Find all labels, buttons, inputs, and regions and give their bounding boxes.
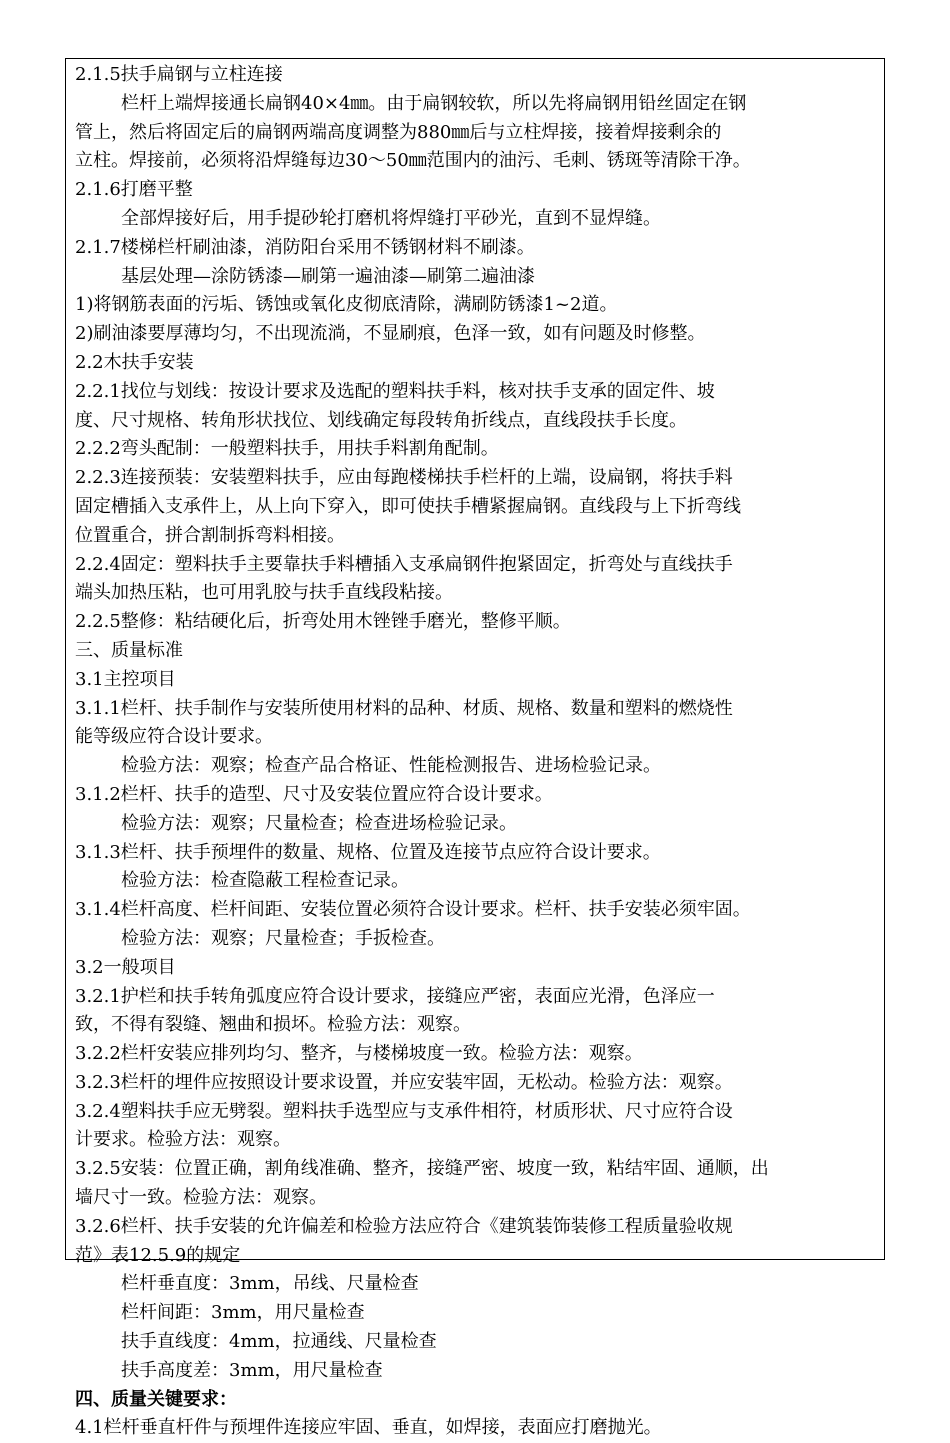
text-line: 基层处理—涂防锈漆—刷第一遍油漆—刷第二遍油漆 <box>121 265 535 287</box>
document-body <box>75 61 881 1443</box>
text-line: 计要求。检验方法：观察。 <box>75 1129 291 1151</box>
text-line: 2.2.3连接预装：安装塑料扶手，应由每跑楼梯扶手栏杆的上端，设扁钢，将扶手料 <box>75 467 733 489</box>
text-line: 3.1.3栏杆、扶手预埋件的数量、规格、位置及连接节点应符合设计要求。 <box>75 841 661 863</box>
text-line: 位置重合，拼合割制拆弯料相接。 <box>75 524 345 546</box>
text-line: 2.1.7楼梯栏杆刷油漆，消防阳台采用不锈钢材料不刷漆。 <box>75 236 535 258</box>
text-line: 扶手直线度：4mm，拉通线、尺量检查 <box>121 1331 437 1353</box>
text-line: 2.2木扶手安装 <box>75 351 194 373</box>
text-line: 3.2.1护栏和扶手转角弧度应符合设计要求，接缝应严密，表面应光滑，色泽应一 <box>75 985 715 1007</box>
text-line: 端头加热压粘，也可用乳胶与扶手直线段粘接。 <box>75 582 453 604</box>
text-line: 全部焊接好后，用手提砂轮打磨机将焊缝打平砂光，直到不显焊缝。 <box>121 207 661 229</box>
text-line: 检验方法：观察；检查产品合格证、性能检测报告、进场检验记录。 <box>121 755 661 777</box>
text-line: 2.2.4固定：塑料扶手主要靠扶手料槽插入支承扁钢件抱紧固定，折弯处与直线扶手 <box>75 553 733 575</box>
text-line: 2.2.5整修：粘结硬化后，折弯处用木锉锉手磨光，整修平顺。 <box>75 611 571 633</box>
text-line: 3.1.4栏杆高度、栏杆间距、安装位置必须符合设计要求。栏杆、扶手安装必须牢固。 <box>75 899 751 921</box>
text-line: 2.2.1找位与划线：按设计要求及选配的塑料扶手料，核对扶手支承的固定件、坡 <box>75 380 715 402</box>
text-line: 4.1栏杆垂直杆件与预埋件连接应牢固、垂直，如焊接，表面应打磨抛光。 <box>75 1417 662 1439</box>
text-line: 2.1.6打磨平整 <box>75 179 193 201</box>
text-line: 3.2一般项目 <box>75 956 176 978</box>
text-line: 三、质量标准 <box>75 639 183 661</box>
text-line: 致，不得有裂缝、翘曲和损坏。检验方法：观察。 <box>75 1014 471 1036</box>
text-line: 3.2.4塑料扶手应无劈裂。塑料扶手选型应与支承件相符，材质形状、尺寸应符合设 <box>75 1100 733 1122</box>
text-line: 2.1.5扶手扁钢与立柱连接 <box>75 64 283 85</box>
section-heading: 四、质量关键要求： <box>75 1388 237 1410</box>
text-line: 固定槽插入支承件上，从上向下穿入，即可使扶手槽紧握扁钢。直线段与上下折弯线 <box>75 495 741 517</box>
text-line: 检验方法：检查隐蔽工程检查记录。 <box>121 870 409 892</box>
text-line: 墙尺寸一致。检验方法：观察。 <box>75 1187 327 1209</box>
text-line: 扶手高度差：3mm，用尺量检查 <box>121 1359 383 1381</box>
text-line: 管上，然后将固定后的扁钢两端高度调整为880㎜后与立柱焊接，接着焊接剩余的 <box>75 121 722 143</box>
text-line: 3.2.5安装：位置正确，割角线准确、整齐，接缝严密、坡度一致，粘结牢固、通顺，出 <box>75 1158 769 1180</box>
text-line: 栏杆上端焊接通长扁钢40×4㎜。由于扁钢较软，所以先将扁钢用铅丝固定在钢 <box>121 92 747 114</box>
text-line: 栏杆垂直度：3mm，吊线、尺量检查 <box>121 1273 419 1295</box>
text-line: 检验方法：观察；尺量检查；检查进场检验记录。 <box>121 812 517 834</box>
text-line: 度、尺寸规格、转角形状找位、划线确定每段转角折线点，直线段扶手长度。 <box>75 409 687 431</box>
text-line: 检验方法：观察；尺量检查；手扳检查。 <box>121 927 445 949</box>
text-line: 3.2.6栏杆、扶手安装的允许偏差和检验方法应符合《建筑装饰装修工程质量验收规 <box>75 1215 733 1237</box>
text-line: 3.1.1栏杆、扶手制作与安装所使用材料的品种、材质、规格、数量和塑料的燃烧性 <box>75 697 733 719</box>
text-line: 2)刷油漆要厚薄均匀，不出现流淌，不显刷痕，色泽一致，如有问题及时修整。 <box>75 323 706 345</box>
text-line: 3.1.2栏杆、扶手的造型、尺寸及安装位置应符合设计要求。 <box>75 783 553 805</box>
text-line: 范》表12.5.9的规定 <box>75 1244 241 1266</box>
text-line: 能等级应符合设计要求。 <box>75 726 273 748</box>
text-line: 1)将钢筋表面的污垢、锈蚀或氧化皮彻底清除，满刷防锈漆1~2道。 <box>75 294 618 316</box>
text-line: 栏杆间距：3mm，用尺量检查 <box>121 1302 365 1324</box>
text-line: 3.2.3栏杆的埋件应按照设计要求设置，并应安装牢固，无松动。检验方法：观察。 <box>75 1071 733 1093</box>
text-line: 3.1主控项目 <box>75 668 176 690</box>
text-line: 3.2.2栏杆安装应排列均匀、整齐，与楼梯坡度一致。检验方法：观察。 <box>75 1043 643 1065</box>
text-line: 2.2.2弯头配制：一般塑料扶手，用扶手料割角配制。 <box>75 438 499 460</box>
text-line: 立柱。焊接前，必须将沿焊缝每边30～50㎜范围内的油污、毛刺、锈斑等清除干净。 <box>75 150 751 172</box>
